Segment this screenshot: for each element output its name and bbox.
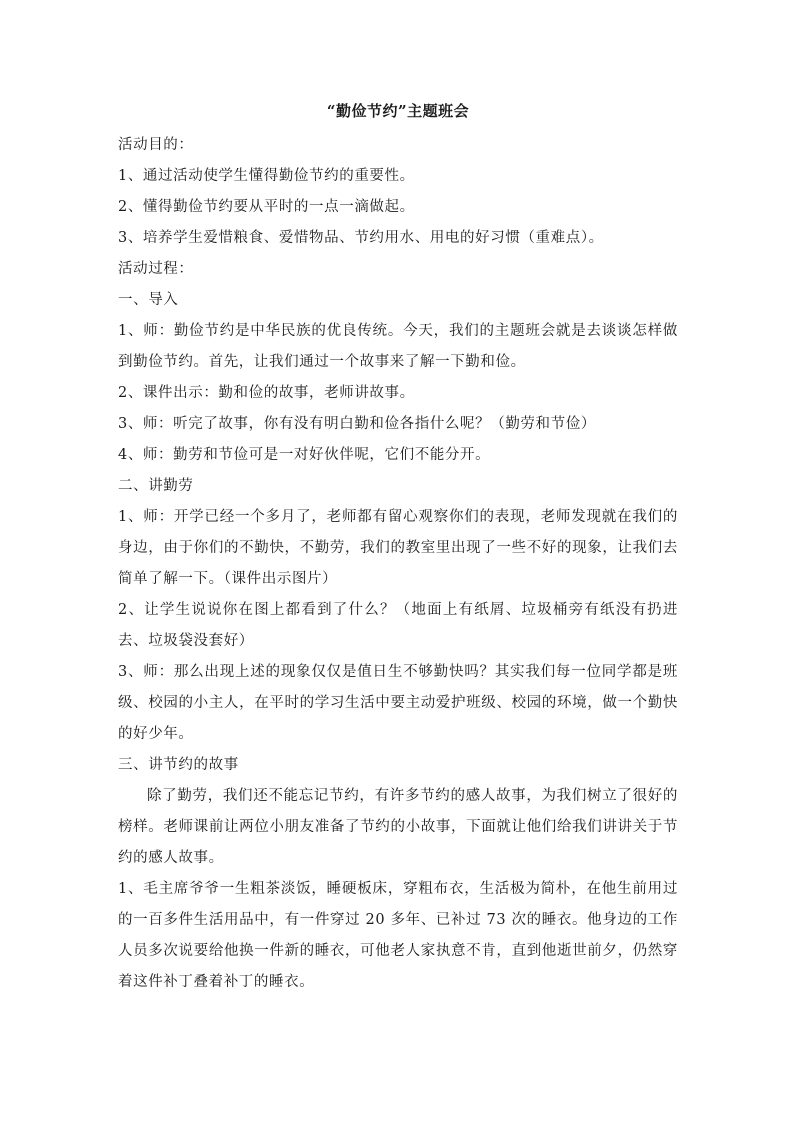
paragraph: 1、师：勤俭节约是中华民族的优良传统。今天，我们的主题班会就是去谈谈怎样做到勤俭节约。首先，让我们通过一个故事来了解一下勤和俭。 — [118, 323, 678, 370]
paragraph: 除了勤劳，我们还不能忘记节约，有许多节约的感人故事，为我们树立了很好的榜样。老师课前让两位小朋友准备了节约的小故事，下面就让他们给我们讲讲关于节约的感人故事。 — [118, 788, 678, 866]
paragraph: 2、让学生说说你在图上都看到了什么？（地面上有纸屑、垃圾桶旁有纸没有扔进去、垃圾袋没套好） — [118, 602, 678, 649]
paragraph: 1、毛主席爷爷一生粗茶淡饭，睡硬板床，穿粗布衣，生活极为简朴，在他生前用过的一百多件生活用品中，有一件穿过 20 多年、已补过 73 次的睡衣。他身边的工作人员多次说要给他换一件新的睡衣，可他老人家执意不肯，直到他逝世前夕，仍然穿着这件补丁叠着补丁的睡衣。 — [118, 881, 678, 990]
paragraph: 活动目的： — [118, 137, 194, 153]
paragraph: 活动过程： — [118, 261, 194, 277]
paragraph: 3、培养学生爱惜粮食、爱惜物品、节约用水、用电的好习惯（重难点）。 — [118, 230, 604, 246]
paragraph: 2、懂得勤俭节约要从平时的一点一滴做起。 — [118, 199, 415, 215]
paragraph: 2、课件出示：勤和俭的故事，老师讲故事。 — [118, 385, 415, 401]
paragraph: 3、师：那么出现上述的现象仅仅是值日生不够勤快吗？其实我们每一位同学都是班级、校园的小主人，在平时的学习生活中要主动爱护班级、校园的环境，做一个勤快的好少年。 — [118, 664, 678, 742]
paragraph: 一、导入 — [118, 292, 179, 308]
paragraph: 4、师：勤劳和节俭可是一对好伙伴呢，它们不能分开。 — [118, 447, 491, 463]
paragraph: 1、通过活动使学生懂得勤俭节约的重要性。 — [118, 168, 415, 184]
paragraph: 1、师：开学已经一个多月了，老师都有留心观察你们的表现，老师发现就在我们的身边，由于你们的不勤快，不勤劳，我们的教室里出现了一些不好的现象，让我们去简单了解一下。（课件出示图片） — [118, 509, 678, 587]
paragraph: 二、讲勤劳 — [118, 478, 194, 494]
paragraph-list — [118, 130, 678, 998]
paragraph: 3、师：听完了故事，你有没有明白勤和俭各指什么呢？（勤劳和节俭） — [118, 416, 596, 432]
paragraph: 三、讲节约的故事 — [118, 757, 239, 773]
document-body — [118, 96, 678, 998]
document-title: “勤俭节约”主题班会 — [326, 102, 470, 120]
